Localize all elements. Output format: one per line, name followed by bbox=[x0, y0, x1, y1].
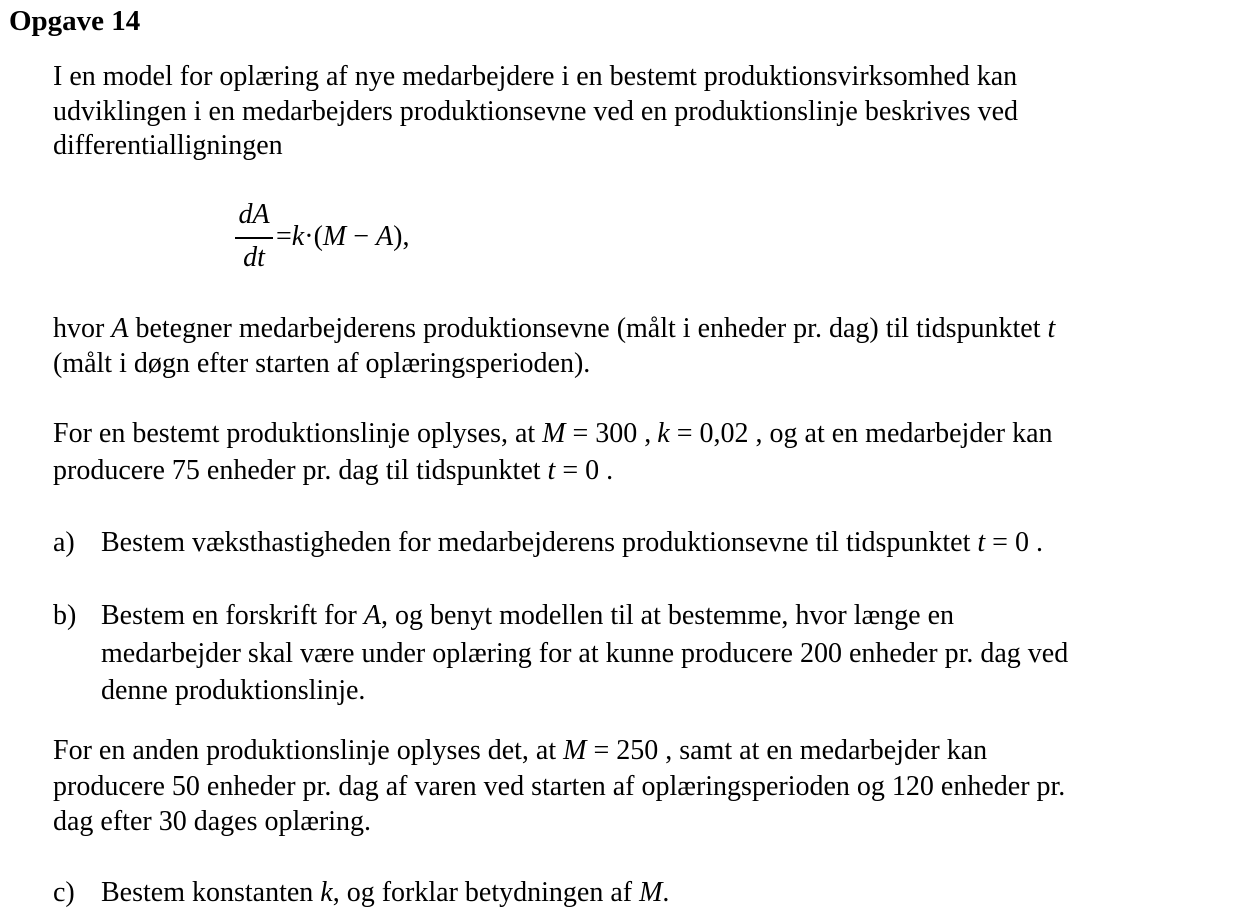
given2-line-2: producere 50 enheder pr. dag af varen ved starten af oplæringsperioden og 120 enheder pr. bbox=[53, 770, 1066, 802]
question-b-line-1 bbox=[101, 597, 1068, 635]
question-b-text-a: Bestem en forskrift for bbox=[101, 600, 364, 631]
given1-var-M: M bbox=[542, 418, 566, 449]
equation-dot: · bbox=[304, 221, 314, 252]
question-a-label: a) bbox=[53, 527, 75, 558]
question-c-label: c) bbox=[53, 877, 75, 908]
given2-text-b: , samt at en medarbejder kan bbox=[658, 735, 988, 766]
equation-right-side bbox=[276, 220, 409, 254]
intro-line-2: udviklingen i en medarbejders produktionsevne ved en produktionslinje beskrives ved bbox=[53, 95, 1019, 127]
question-c-var-M: M bbox=[639, 877, 663, 908]
given1-t-value: = 0 bbox=[555, 455, 600, 486]
given1-text-b: , og at en medarbejder kan bbox=[748, 418, 1053, 449]
equation-open-paren: ( bbox=[313, 221, 323, 252]
given1-separator: , bbox=[637, 418, 652, 449]
given2-text-a: For en anden produktionslinje oplyses det, at bbox=[53, 735, 564, 766]
equation-close-paren: ), bbox=[393, 221, 410, 252]
question-a-t-value: = 0 bbox=[985, 527, 1029, 558]
definition-text-b: betegner medarbejderens produktionsevne (målt i enheder pr. dag) til tidspunktet bbox=[128, 313, 1048, 344]
question-b-line-2: medarbejder skal være under oplæring for at kunne producere 200 enheder pr. dag ved bbox=[101, 637, 1069, 669]
question-b-text bbox=[101, 597, 1068, 710]
question-b-var-A: A bbox=[363, 600, 381, 631]
equals-sign: = bbox=[276, 221, 292, 252]
definition-var-t: t bbox=[1047, 313, 1056, 344]
question-b-line-3: denne produktionslinje. bbox=[101, 675, 366, 706]
question-c-end: . bbox=[662, 877, 670, 908]
given-paragraph-2 bbox=[53, 733, 1065, 840]
question-b-text-b: , og benyt modellen til at bestemme, hvor længe en bbox=[380, 600, 955, 631]
definition-line-1 bbox=[53, 312, 1055, 347]
equation-minus: − bbox=[346, 221, 377, 252]
question-a-text-main: Bestem væksthastigheden for medarbejderens produktionsevne til tidspunktet bbox=[101, 527, 978, 558]
fraction-numerator: dA bbox=[238, 199, 270, 230]
question-c-text bbox=[101, 874, 669, 912]
given1-var-k: k bbox=[657, 418, 670, 449]
equation-var-A: A bbox=[376, 221, 394, 252]
given1-line-1 bbox=[53, 415, 1053, 452]
given2-line-1 bbox=[53, 733, 1065, 769]
question-c-var-k: k bbox=[320, 877, 333, 908]
question-c-text-a: Bestem konstanten bbox=[101, 877, 321, 908]
given2-line-3: dag efter 30 dages oplæring. bbox=[53, 806, 372, 837]
given1-text-c: producere 75 enheder pr. dag til tidspunktet bbox=[53, 455, 548, 486]
intro-paragraph bbox=[53, 60, 1018, 164]
question-b-label: b) bbox=[53, 600, 77, 631]
question-a-var-t: t bbox=[977, 527, 986, 558]
fraction-denominator: dt bbox=[243, 242, 265, 273]
given2-M-value: = 250 bbox=[586, 735, 659, 766]
equation-var-k: k bbox=[291, 221, 305, 252]
given1-M-value: = 300 bbox=[565, 418, 638, 449]
definition-text-a: hvor bbox=[53, 313, 112, 344]
equation-var-M: M bbox=[322, 221, 347, 252]
definition-line-2: (målt i døgn efter starten af oplæringsperioden). bbox=[53, 347, 591, 379]
given1-k-value: = 0,02 bbox=[669, 418, 749, 449]
question-c-text-b: , og forklar betydningen af bbox=[332, 877, 640, 908]
given1-end: . bbox=[599, 455, 614, 486]
fraction-bar bbox=[235, 237, 273, 239]
given1-line-2 bbox=[53, 452, 1053, 489]
definition-paragraph bbox=[53, 312, 1055, 381]
given1-var-t: t bbox=[547, 455, 556, 486]
given-paragraph-1 bbox=[53, 415, 1053, 489]
definition-var-A: A bbox=[111, 313, 129, 344]
question-a-end: . bbox=[1028, 527, 1043, 558]
given2-var-M: M bbox=[563, 735, 587, 766]
intro-line-3: differentialligningen bbox=[53, 130, 283, 161]
intro-line-1: I en model for oplæring af nye medarbejdere i en bestemt produktionsvirksomhed kan bbox=[53, 61, 1018, 92]
question-a-text bbox=[101, 524, 1043, 562]
assignment-title: Opgave 14 bbox=[9, 5, 141, 37]
given1-text-a: For en bestemt produktionslinje oplyses, at bbox=[53, 418, 543, 449]
